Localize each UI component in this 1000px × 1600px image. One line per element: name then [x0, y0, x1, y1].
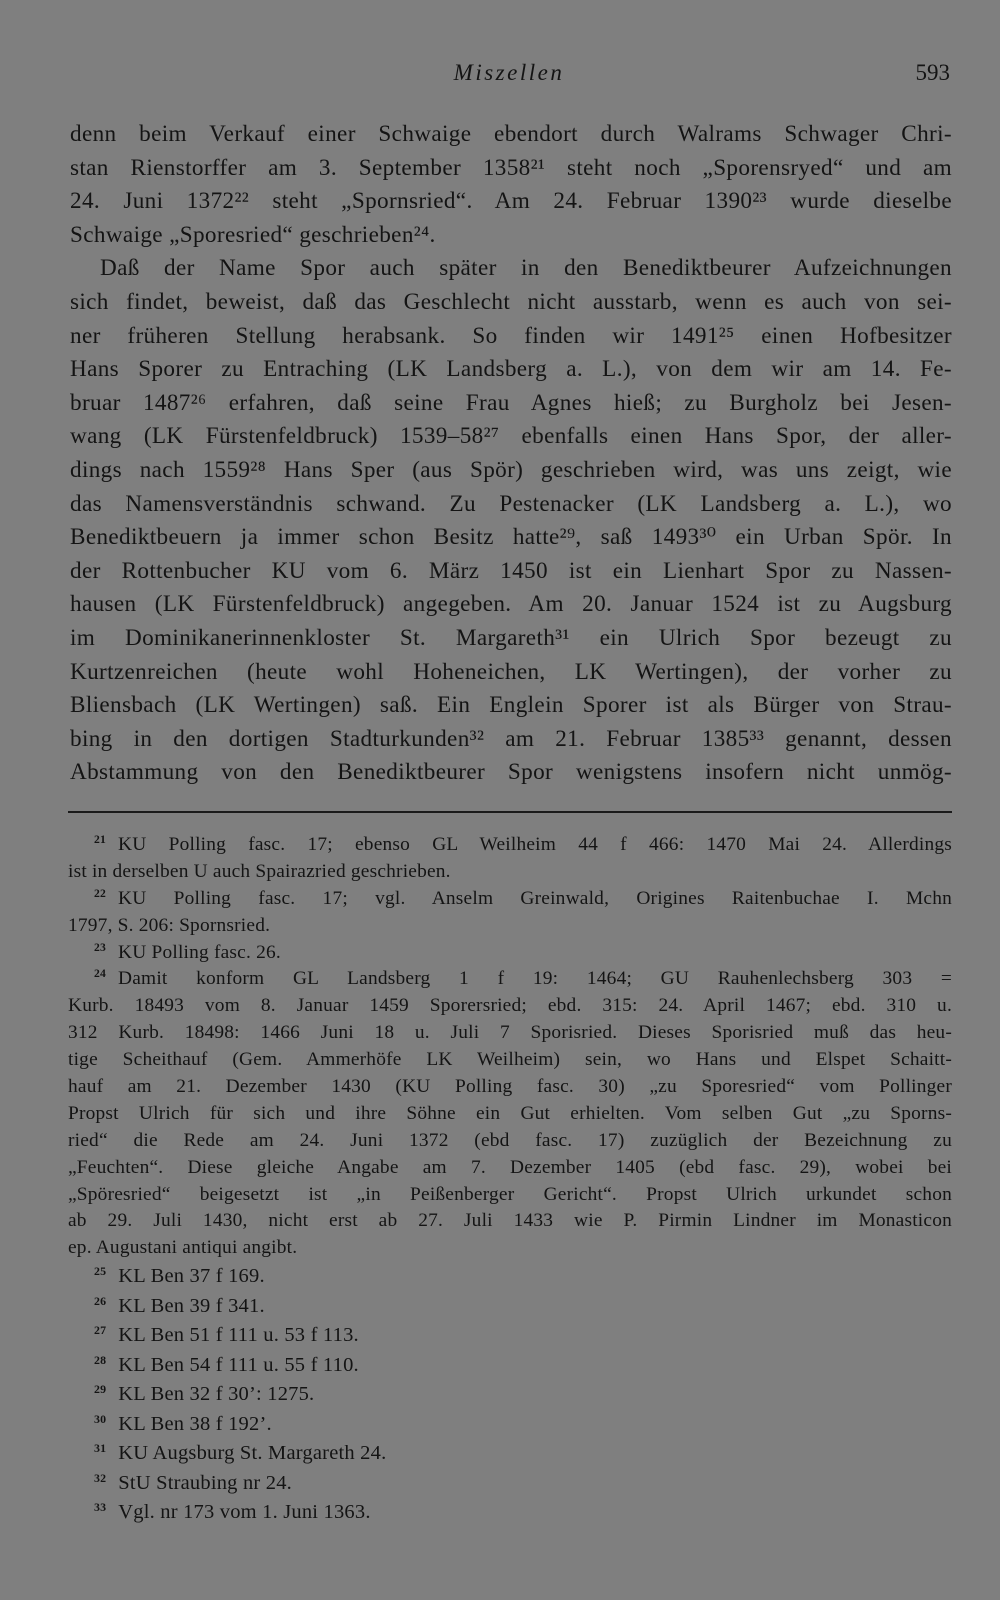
body-line: sich findet, beweist, daß das Geschlecht nicht ausstarb, wenn es auch von sei-	[70, 288, 952, 315]
body-line: Abstammung von den Benediktbeurer Spor wenigstens insofern nicht unmög-	[70, 759, 952, 786]
footnote-line: ep. Augustani antiqui angibt.	[68, 1237, 298, 1259]
footnote-number: 24	[94, 967, 107, 981]
body-text	[70, 118, 952, 790]
footnote-line	[68, 1380, 952, 1410]
footnote-text: KL Ben 32 f 30’: 1275.	[118, 1383, 315, 1406]
footnote-line	[68, 886, 952, 913]
body-line: Hans Sporer zu Entraching (LK Landsberg a. L.), von dem wir am 14. Fe-	[70, 356, 952, 383]
page-header	[68, 60, 950, 92]
body-line: wang (LK Fürstenfeldbruck) 1539–58²⁷ ebenfalls einen Hans Spor, der aller-	[70, 423, 952, 450]
footnote-number: 29	[94, 1382, 107, 1397]
running-title: Miszellen	[453, 60, 565, 85]
footnote-number: 30	[94, 1411, 107, 1426]
body-line: hausen (LK Fürstenfeldbruck) angegeben. Am 20. Januar 1524 ist zu Augsburg	[70, 591, 952, 618]
body-line: dings nach 1559²⁸ Hans Sper (aus Spör) geschrieben wird, was uns zeigt, wie	[70, 456, 952, 483]
footnote-line: „Feuchten“. Diese gleiche Angabe am 7. Dezember 1405 (ebd fasc. 29), wobei bei	[68, 1156, 952, 1178]
footnote-number: 32	[94, 1470, 107, 1485]
body-line: Bliensbach (LK Wertingen) saß. Ein Englein Sporer ist als Bürger von Strau-	[70, 692, 952, 719]
footnote-number: 23	[94, 940, 107, 954]
body-line: der Rottenbucher KU vom 6. März 1450 ist ein Lienhart Spor zu Nassen-	[70, 557, 952, 584]
footnote-text: KL Ben 37 f 169.	[118, 1265, 265, 1288]
footnote-text: KU Polling fasc. 17; vgl. Anselm Greinwald, Origines Raitenbuchae I. Mchn	[118, 887, 952, 909]
footnote-line	[68, 1498, 952, 1528]
footnote-number: 27	[94, 1323, 107, 1338]
footnote-number: 33	[94, 1500, 107, 1515]
footnote-line	[68, 1410, 952, 1440]
footnote-text: KL Ben 54 f 111 u. 55 f 110.	[118, 1353, 359, 1376]
footnote-line: 1797, S. 206: Spornsried.	[68, 914, 271, 936]
footnote-text: KL Ben 51 f 111 u. 53 f 113.	[118, 1324, 359, 1347]
footnote-line: ist in derselben U auch Spairazried geschrieben.	[68, 860, 451, 882]
footnote-text: KL Ben 38 f 192’.	[118, 1412, 272, 1435]
footnote-line: Kurb. 18493 vom 8. Januar 1459 Sporersried; ebd. 315: 24. April 1467; ebd. 310 u.	[68, 995, 952, 1017]
footnote-line	[68, 1439, 952, 1469]
footnote-line	[68, 1469, 952, 1499]
footnote-number: 22	[94, 886, 107, 900]
body-line: bing in den dortigen Stadturkunden³² am 21. Februar 1385³³ genannt, dessen	[70, 725, 952, 752]
footnote-line: ab 29. Juli 1430, nicht erst ab 27. Juli 1433 wie P. Pirmin Lindner im Monasticon	[68, 1210, 952, 1232]
body-line: ner früheren Stellung herabsank. So finden wir 1491²⁵ einen Hofbesitzer	[70, 322, 952, 349]
footnote-line: „Spöresried“ beigesetzt ist „in Peißenberger Gericht“. Propst Ulrich urkundet schon	[68, 1183, 952, 1205]
footnote-line	[68, 832, 952, 859]
footnote-text: KU Polling fasc. 17; ebenso GL Weilheim 44 f 466: 1470 Mai 24. Allerdings	[118, 834, 952, 855]
footnote-number: 31	[94, 1441, 107, 1456]
footnote-line	[68, 966, 952, 993]
body-line: Kurtzenreichen (heute wohl Hoheneichen, LK Wertingen), der vorher zu	[70, 658, 952, 685]
body-line: im Dominikanerinnenkloster St. Margareth³¹ ein Ulrich Spor bezeugt zu	[70, 624, 952, 651]
footnote-text: KL Ben 39 f 341.	[118, 1294, 265, 1317]
body-line: Daß der Name Spor auch später in den Benediktbeurer Aufzeichnungen	[100, 255, 952, 282]
footnote-text: KU Augsburg St. Margareth 24.	[118, 1442, 387, 1465]
page-number: 593	[915, 60, 950, 85]
footnote-line: Propst Ulrich für sich und ihre Söhne ein Gut erhielten. Vom selben Gut „zu Sporns-	[68, 1102, 952, 1124]
footnotes	[68, 832, 952, 1528]
body-line: 24. Juni 1372²² steht „Spornsried“. Am 24. Februar 1390²³ wurde dieselbe	[70, 188, 952, 215]
body-line: denn beim Verkauf einer Schwaige ebendort durch Walrams Schwager Chri-	[70, 121, 952, 147]
footnote-line	[68, 1321, 952, 1351]
footnote-line: hauf am 21. Dezember 1430 (KU Polling fasc. 30) „zu Sporesried“ vom Pollinger	[68, 1076, 952, 1098]
footnote-number: 25	[94, 1264, 107, 1279]
footnote-line	[68, 940, 952, 967]
footnote-text: Vgl. nr 173 vom 1. Juni 1363.	[118, 1501, 371, 1524]
footnote-text: StU Straubing nr 24.	[118, 1471, 292, 1494]
footnote-line	[68, 1351, 952, 1381]
footnote-text: Damit konform GL Landsberg 1 f 19: 1464; GU Rauhenlechsberg 303 =	[118, 968, 952, 990]
footnote-text: KU Polling fasc. 26.	[118, 941, 281, 963]
body-line: das Namensverständnis schwand. Zu Pestenacker (LK Landsberg a. L.), wo	[70, 490, 952, 517]
body-line: stan Rienstorffer am 3. September 1358²¹ steht noch „Sporensryed“ und am	[70, 154, 952, 181]
footnote-number: 26	[94, 1293, 107, 1308]
body-line: Benediktbeuern ja immer schon Besitz hatte²⁹, saß 1493³⁰ ein Urban Spör. In	[70, 524, 952, 551]
footnote-line	[68, 1292, 952, 1322]
footnote-divider	[68, 811, 952, 813]
footnote-number: 21	[94, 833, 107, 847]
footnote-line: ried“ die Rede am 24. Juni 1372 (ebd fasc. 17) zuzüglich der Bezeichnung zu	[68, 1129, 952, 1151]
footnote-line: 312 Kurb. 18498: 1466 Juni 18 u. Juli 7 Sporisried. Dieses Sporisried muß das heu-	[68, 1022, 952, 1044]
body-line: bruar 1487²⁶ erfahren, daß seine Frau Agnes hieß; zu Burgholz bei Jesen-	[70, 389, 952, 416]
body-line: Schwaige „Sporesried“ geschrieben²⁴.	[70, 221, 436, 248]
footnote-number: 28	[94, 1352, 107, 1367]
footnote-line	[68, 1262, 952, 1292]
footnote-line: tige Scheithauf (Gem. Ammerhöfe LK Weilheim) sein, wo Hans und Elspet Schaitt-	[68, 1049, 952, 1071]
